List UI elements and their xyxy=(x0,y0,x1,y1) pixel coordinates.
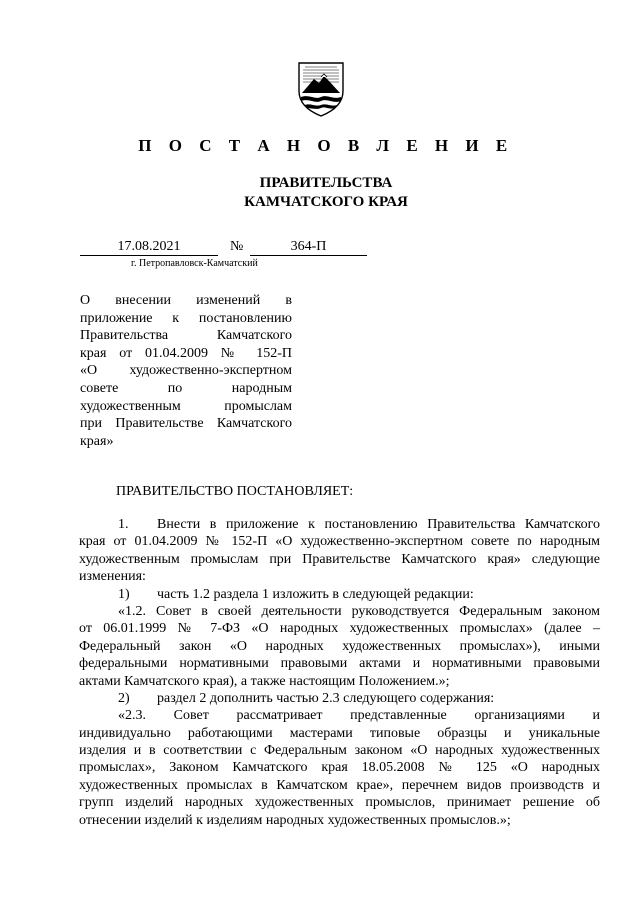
item-number: 1. xyxy=(118,517,129,532)
quote-2-line: изделия и в соответствии с Федеральным законом «О народных художественных xyxy=(79,743,600,759)
paragraph-1-line: 1. Внести в приложение к постановлению Правительства Камчатского xyxy=(118,517,600,532)
subject-line: «О художественно-экспертном xyxy=(80,363,292,379)
paragraph-1-line: изменения: xyxy=(79,569,146,585)
issuer-block xyxy=(0,174,640,212)
subject-line: художественным промыслам xyxy=(80,398,292,414)
city-name: г. Петропавловск-Камчатский xyxy=(131,258,258,269)
quote-1-line: федеральными нормативными правовыми актами и нормативными правовыми xyxy=(79,656,600,672)
subitem-2: 2) раздел 2 дополнить частью 2.3 следующего содержания: xyxy=(118,690,495,706)
paragraph-1-line: художественным промыслам при Правительстве Камчатского края» следующие xyxy=(79,551,600,567)
number-sign: № xyxy=(230,239,244,254)
issuer-line-1: ПРАВИТЕЛЬСТВА xyxy=(259,175,393,191)
quote-2-line: индивидуально работающими мастерами типовые образцы и уникальные xyxy=(79,725,600,741)
item-number: 2) xyxy=(118,690,130,706)
issuer-line-2: КАМЧАТСКОГО КРАЯ xyxy=(244,194,408,210)
subject-line: при Правительстве Камчатского xyxy=(80,416,292,432)
paragraph-1-line: края от 01.04.2009 № 152-П «О художественно-экспертном совете по народным xyxy=(79,534,600,550)
item-number: 1) xyxy=(118,586,130,602)
quote-2-line: групп изделий народных художественных промыслов, принимает решение об xyxy=(79,795,600,811)
document-body xyxy=(79,516,600,829)
document-subject xyxy=(80,292,292,450)
quote-1-line: актами Камчатского края), а также настоящим Положением.»; xyxy=(79,673,450,689)
quote-2-line: художественных промыслах в Камчатском крае», перечнем видов производств и xyxy=(79,777,600,793)
subject-line: приложение к постановлению xyxy=(80,310,292,326)
subitem-1: 1) часть 1.2 раздела 1 изложить в следующей редакции: xyxy=(118,586,474,602)
subject-line: О внесении изменений в xyxy=(80,293,292,308)
document-number: 364-П xyxy=(250,238,367,256)
subject-line: Правительства Камчатского xyxy=(80,328,292,344)
quote-2-line: «2.3. Совет рассматривает представленные организациями и xyxy=(118,708,600,724)
coat-of-arms-icon xyxy=(297,57,345,117)
subject-line: края» xyxy=(80,433,114,449)
subject-line: края от 01.04.2009 № 152-П xyxy=(80,345,292,361)
quote-2-line: отнесении изделий к изделиям народных художественных промыслов.»; xyxy=(79,812,511,828)
quote-1-line: Федеральный закон «О народных художественных промыслах»), иными xyxy=(79,638,600,654)
document-type-title: П О С Т А Н О В Л Е Н И Е xyxy=(138,136,514,155)
quote-1-line: от 06.01.1999 № 7-ФЗ «О народных художественных промыслах» (далее – xyxy=(79,621,600,637)
quote-1-line: «1.2. Совет в своей деятельности руководствуется Федеральным законом xyxy=(118,603,600,619)
resolves-heading: ПРАВИТЕЛЬСТВО ПОСТАНОВЛЯЕТ: xyxy=(116,484,354,499)
quote-2-line: промыслах», Законом Камчатского края 18.05.2008 № 125 «О народных xyxy=(79,760,600,776)
subject-line: совете по народным xyxy=(80,380,292,396)
document-date: 17.08.2021 xyxy=(80,238,218,256)
